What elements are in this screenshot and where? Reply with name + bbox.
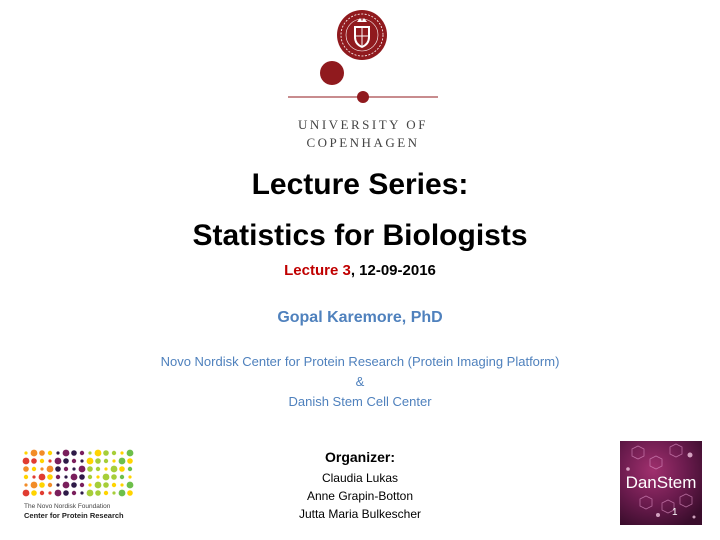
cpr-logo-dot	[55, 458, 62, 465]
cpr-logo-dot	[39, 474, 46, 481]
cpr-logo-dot	[40, 459, 44, 463]
cpr-logo-dot	[24, 451, 27, 454]
cpr-logo-dot	[111, 466, 118, 473]
cpr-logo-dot	[63, 490, 69, 496]
cpr-logo-dot	[48, 491, 51, 494]
cpr-logo-dot	[56, 483, 59, 486]
cpr-logo-dot	[88, 475, 92, 479]
cpr-logo-dot	[48, 451, 52, 455]
affiliation-line3: Danish Stem Cell Center	[288, 394, 432, 409]
cpr-logo-dot	[23, 490, 30, 497]
organizer-heading: Organizer:	[324, 449, 395, 465]
cpr-logo-dot	[95, 482, 102, 489]
cpr-logo-dot	[96, 467, 100, 471]
cpr-logo-dot	[96, 475, 99, 478]
cpr-logo-dot	[95, 450, 102, 457]
cpr-logo-dot	[79, 466, 86, 473]
small-dot	[357, 91, 369, 103]
cpr-logo-dot	[80, 483, 84, 487]
cpr-logo-dot	[104, 491, 108, 495]
cpr-logo-dot	[120, 483, 123, 486]
cpr-logo-dot	[103, 450, 109, 456]
cpr-caption-center: Center for Protein Research	[24, 511, 124, 520]
organizer-name: Jutta Maria Bulkescher	[298, 507, 422, 521]
cpr-logo-dot	[79, 474, 85, 480]
cpr-logo-dot	[31, 482, 38, 489]
organizer-name: Anne Grapin-Botton	[306, 489, 414, 503]
cpr-logo-dot	[120, 475, 124, 479]
cpr-logo-dot	[55, 490, 62, 497]
cpr-logo-dot	[111, 474, 117, 480]
cpr-logo-dot	[56, 451, 59, 454]
cpr-caption-foundation: The Novo Nordisk Foundation	[24, 503, 111, 510]
cpr-logo-dot	[95, 458, 101, 464]
title-line1: Lecture Series:	[251, 168, 469, 201]
seal-icon	[337, 10, 387, 60]
cpr-logo-dot	[127, 458, 133, 464]
cpr-logo-dot	[103, 482, 109, 488]
cpr-logo-dot	[127, 482, 134, 489]
danstem-label: DanStem	[625, 473, 697, 492]
university-line2: COPENHAGEN	[306, 135, 420, 150]
danstem-logo	[620, 441, 702, 525]
cpr-logo-dot	[72, 459, 76, 463]
cpr-logo-dot	[56, 475, 60, 479]
cpr-logo-dot	[63, 450, 70, 457]
cpr-logo-dot	[103, 474, 110, 481]
cpr-logo-dot	[24, 475, 28, 479]
cpr-logo-dot	[71, 474, 78, 481]
cpr-logo-dot	[112, 459, 115, 462]
cpr-logo-dot	[88, 451, 91, 454]
cpr-logo-dot	[64, 475, 67, 478]
organizer-name: Claudia Lukas	[321, 471, 399, 485]
cpr-logo-dot	[104, 467, 107, 470]
cpr-logo-dot	[88, 483, 91, 486]
large-dot	[320, 61, 344, 85]
cpr-logo-dot	[39, 450, 45, 456]
cpr-logo-dot	[95, 490, 101, 496]
cpr-logo-dot	[120, 451, 123, 454]
cpr-logo-dot	[127, 490, 133, 496]
cpr-logo-dot	[31, 458, 37, 464]
cpr-logo-dot	[31, 450, 38, 457]
cpr-logo-dot	[47, 466, 54, 473]
lecture-date: , 12-09-2016	[350, 262, 436, 279]
cpr-logo-dot	[63, 482, 70, 489]
cpr-logo-dot	[112, 483, 116, 487]
cpr-logo-dot	[23, 458, 30, 465]
cpr-logo-dot	[87, 466, 93, 472]
cpr-logo-dot	[31, 490, 37, 496]
cpr-logo-dot	[63, 458, 69, 464]
cpr-logo-dot	[112, 491, 115, 494]
cpr-logo-dot	[119, 466, 125, 472]
cpr-logo-dot	[32, 467, 36, 471]
cpr-logo-dot	[40, 491, 44, 495]
cpr-logo-dot	[64, 467, 68, 471]
cpr-logo-dot	[72, 467, 75, 470]
cpr-logo-dot	[119, 458, 126, 465]
university-of-copenhagen-logo	[280, 6, 440, 156]
cpr-logo-dot	[32, 475, 35, 478]
university-line1: UNIVERSITY OF	[298, 117, 428, 132]
cpr-logo-dot	[23, 466, 29, 472]
author-name: Gopal Karemore, PhD	[277, 309, 443, 326]
cpr-logo-dot	[87, 458, 94, 465]
cpr-logo-dot	[71, 450, 77, 456]
cpr-logo-dot	[72, 491, 76, 495]
cpr-logo-dot	[47, 474, 53, 480]
cpr-logo-dot	[24, 483, 27, 486]
cpr-logo-dot	[48, 483, 52, 487]
affiliation-line1: Novo Nordisk Center for Protein Research (Protein Imaging Platform)	[160, 354, 560, 369]
cpr-logo-dot	[112, 451, 116, 455]
cpr-logo-dot	[71, 482, 77, 488]
cpr-logo-dot	[128, 467, 132, 471]
lecture-line	[0, 262, 720, 279]
cpr-logo-dot	[119, 490, 126, 497]
cpr-logo-dot	[55, 466, 61, 472]
cpr-logo-dot	[80, 491, 83, 494]
lecture-label: Lecture 3	[284, 262, 351, 279]
title-line2: Statistics for Biologists	[192, 219, 528, 252]
slide-number: 1	[672, 507, 678, 518]
cpr-logo-dot	[128, 475, 131, 478]
cpr-logo-dot	[87, 490, 94, 497]
cpr-logo-dot	[80, 459, 83, 462]
cpr-logo-dot	[40, 467, 43, 470]
cpr-logo-dot	[48, 459, 51, 462]
affiliation-ampersand: &	[355, 374, 365, 389]
cpr-logo-dot	[127, 450, 134, 457]
cpr-logo-dot	[104, 459, 108, 463]
cpr-logo-dot	[39, 482, 45, 488]
cpr-logo-dot	[80, 451, 84, 455]
